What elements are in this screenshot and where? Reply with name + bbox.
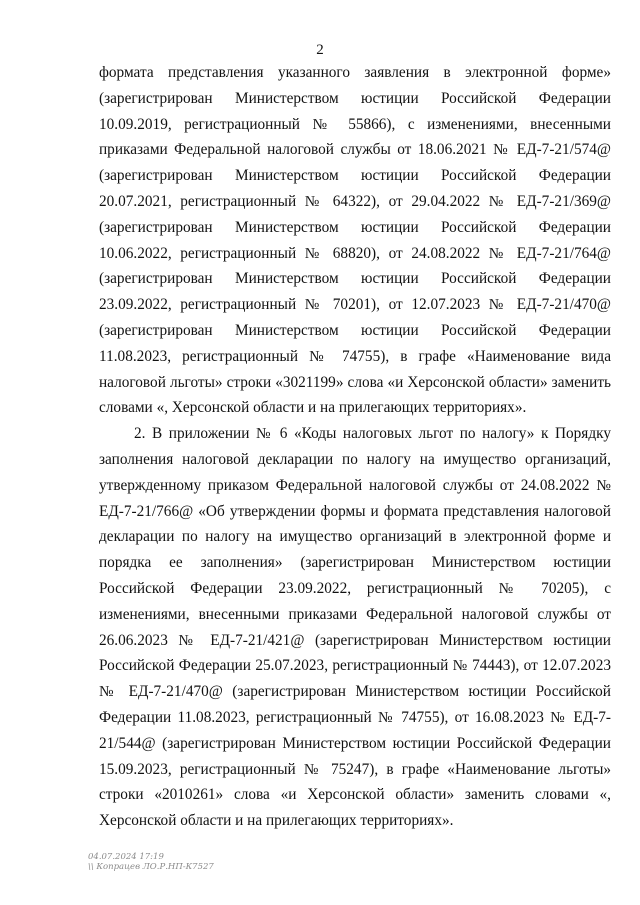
paragraph-item-2: 2. В приложении № 6 «Коды налоговых льгот по налогу» к Порядку заполнения налоговой декларации по налогу на имущество организаций, утвержденному приказом Федеральной налоговой службы от 24.08.2022 № ЕД-7-21/766@ «Об утверждении формы и формата представления налоговой декларации по налогу на имущество организаций в электронной форме и порядка ее заполнения» (зарегистрирован Министерством юстиции Российской Федерации 23.09.2022, регистрационный № 70205), с изменениями, внесенными приказами Федеральной налоговой службы от 26.06.2023 № ЕД-7-21/421@ (зарегистрирован Министерством юстиции Российской Федерации 25.07.2023, регистрационный № 74443), от 12.07.2023 № ЕД-7-21/470@ (зарегистрирован Министерством юстиции Российской Федерации 11.08.2023, регистрационный № 74755), от 16.08.2023 № ЕД-7-21/544@ (зарегистрирован Министерством юстиции Российской Федерации 15.09.2023, регистрационный № 75247), в графе «Наименование льготы» строки «2010261» слова «и Херсонской области» заменить словами «, Херсонской области и на прилегающих территориях». bbox=[99, 425, 611, 830]
document-body bbox=[99, 60, 611, 834]
footer-timestamp: 04.07.2024 17:19 bbox=[88, 852, 164, 862]
paragraph-continuation: формата представления указанного заявления в электронной форме» (зарегистрирован Министерством юстиции Российской Федерации 10.09.2019, регистрационный № 55866), с изменениями, внесенными приказами Федеральной налоговой службы от 18.06.2021 № ЕД-7-21/574@ (зарегистрирован Министерством юстиции Российской Федерации 20.07.2021, регистрационный № 64322), от 29.04.2022 № ЕД-7-21/369@ (зарегистрирован Министерством юстиции Российской Федерации 10.06.2022, регистрационный № 68820), от 24.08.2022 № ЕД-7-21/764@ (зарегистрирован Министерством юстиции Российской Федерации 23.09.2022, регистрационный № 70201), от 12.07.2023 № ЕД-7-21/470@ (зарегистрирован Министерством юстиции Российской Федерации 11.08.2023, регистрационный № 74755), в графе «Наименование вида налоговой льготы» строки «3021199» слова «и Херсонской области» заменить словами «, Херсонской области и на прилегающих территориях». bbox=[99, 64, 611, 417]
footer-file-reference: \\ Копрацев ЛО.Р.НП-К7527 bbox=[88, 862, 214, 872]
page-number: 2 bbox=[316, 42, 324, 58]
footer-stamp bbox=[88, 852, 214, 872]
